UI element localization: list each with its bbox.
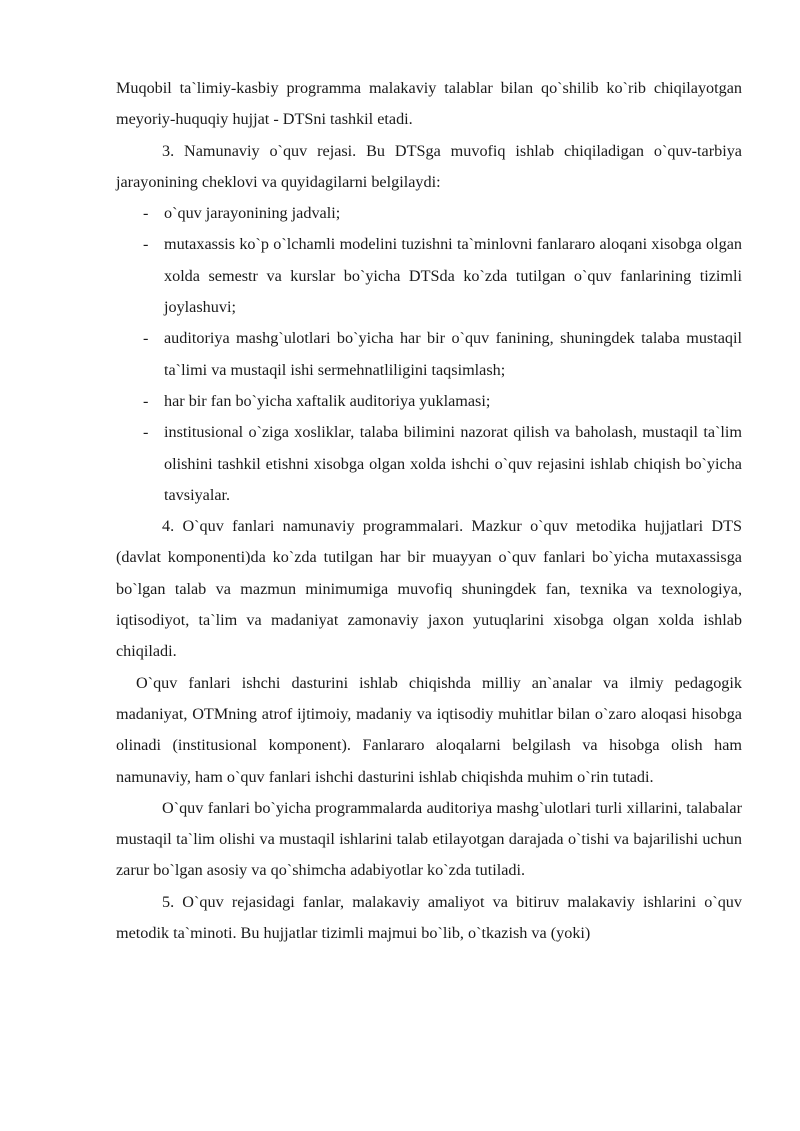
list-item-text: har bir fan bo`yicha xaftalik auditoriya yuklamasi;	[164, 391, 491, 410]
study-plan-list	[116, 198, 742, 511]
list-item	[116, 417, 742, 511]
list-dash: -	[143, 391, 149, 410]
paragraph-study-plan: 3. Namunaviy o`quv rejasi. Bu DTSga muvofiq ishlab chiqiladigan o`quv-tarbiya jarayonining cheklovi va quyidagilarni belgilaydi:	[116, 141, 742, 191]
document-page	[116, 73, 742, 949]
list-dash: -	[143, 235, 149, 254]
list-item-text: o`quv jarayonining jadvali;	[164, 204, 341, 223]
paragraph-working-program: O`quv fanlari ishchi dasturini ishlab chiqishda milliy an`analar va ilmiy pedagogik madaniyat, OTMning atrof ijtimoiy, madaniy va iqtisodiy muhitlar bilan o`zaro aloqasi hisobga olinadi (institusional komponent). Fanlararo aloqalarni belgilash va hisobga olish ham namunaviy, ham o`quv fanlari ishchi dasturini ishlab chiqishda muhim o`rin tutadi.	[116, 673, 742, 786]
list-item	[116, 323, 742, 386]
paragraph-sample-programs: 4. O`quv fanlari namunaviy programmalari. Mazkur o`quv metodika hujjatlari DTS (davlat komponenti)da ko`zda tutilgan har bir muayyan o`quv fanlari bo`yicha mutaxassisga bo`lgan talab va mazmun minimumiga muvofiq shuningdek fan, texnika va texnologiya, iqtisodiyot, ta`lim va madaniyat zamonaviy jaxon yutuqlarini xisobga olgan xolda ishlab chiqiladi.	[116, 517, 742, 661]
paragraph-methodical-support: 5. O`quv rejasidagi fanlar, malakaviy amaliyot va bitiruv malakaviy ishlarini o`quv metodik ta`minoti. Bu hujjatlar tizimli majmui bo`lib, o`tkazish va (yoki)	[116, 892, 742, 943]
list-dash: -	[143, 204, 149, 223]
list-dash: -	[143, 329, 149, 348]
list-dash: -	[143, 423, 149, 442]
paragraph-program-literature: O`quv fanlari bo`yicha programmalarda auditoriya mashg`ulotlari turli xillarini, talabalar mustaqil ta`lim olishi va mustaqil ishlarini talab etilayotgan darajada o`tishi va bajarilishi uchun zarur bo`lgan asosiy va qo`shimcha adabiyotlar ko`zda tutiladi.	[116, 798, 742, 880]
list-item-text: institusional o`ziga xosliklar, talaba bilimini nazorat qilish va baholash, mustaqil ta`lim olishini tashkil etishni xisobga olgan xolda ishchi o`quv rejasini ishlab chiqish bo`yicha tavsiyalar.	[164, 423, 742, 504]
paragraph-dts-definition: Muqobil ta`limiy-kasbiy programma malakaviy talablar bilan qo`shilib ko`rib chiqilayotgan meyoriy-huquqiy hujjat - DTSni tashkil etadi.	[116, 79, 742, 129]
list-item	[116, 198, 742, 229]
list-item	[116, 386, 742, 417]
list-item-text: mutaxassis ko`p o`lchamli modelini tuzishni ta`minlovni fanlararo aloqani xisobga olgan xolda semestr va kurslar bo`yicha DTSda ko`zda tutilgan o`quv fanlarining tizimli joylashuvi;	[164, 235, 742, 317]
list-item-text: auditoriya mashg`ulotlari bo`yicha har bir o`quv fanining, shuningdek talaba mustaqil ta`limi va mustaqil ishi sermehnatliligini taqsimlash;	[164, 329, 742, 379]
list-item	[116, 229, 742, 323]
